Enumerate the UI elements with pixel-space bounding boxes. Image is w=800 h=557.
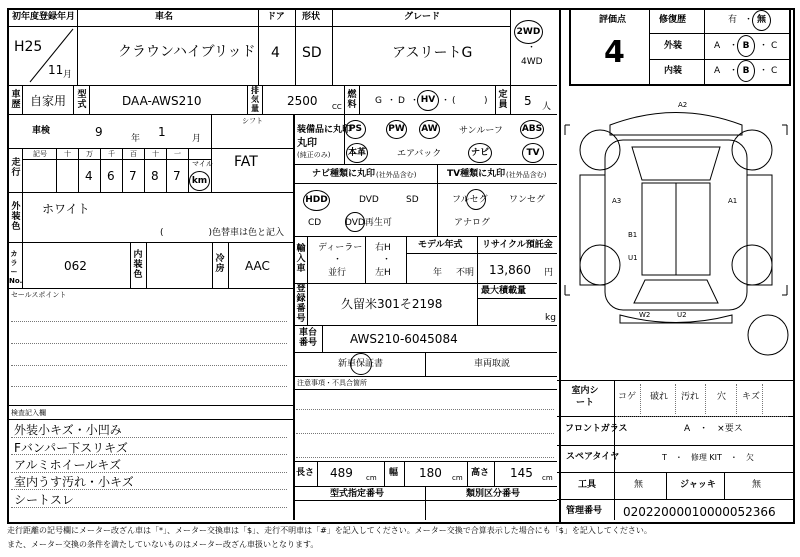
recycle-unit: 円	[544, 268, 554, 278]
ext-color-value: ホワイト	[42, 202, 90, 216]
equipment-sub: (純正のみ)	[297, 151, 331, 159]
equip-navi-text: ナビ	[470, 148, 489, 158]
diagram-spare-wheel	[748, 315, 788, 355]
equip-pw-text: PW	[388, 124, 405, 134]
equip-abs-text: ABS	[521, 124, 543, 134]
new-car-warranty: 新車保証書	[338, 359, 384, 369]
bracket-br-1	[782, 285, 787, 295]
equipment-label: 装備品に丸印	[297, 125, 352, 135]
fuel-d: D	[398, 96, 405, 106]
navi-hdd	[303, 190, 330, 211]
digit-header-1: 十	[64, 150, 71, 158]
car-name: クラウンハイブリッド	[118, 44, 256, 60]
diagram-front-bumper	[610, 113, 742, 136]
digit-header-6: 一	[174, 150, 181, 158]
label-a3: A3	[612, 197, 622, 205]
management-value: 02022000010000052366	[623, 505, 776, 519]
body-shape: SD	[302, 45, 322, 61]
chassis-label: 車台番号	[298, 328, 317, 348]
label-a1: A1	[728, 197, 738, 205]
equip-sunroof: サンルーフ	[459, 126, 503, 136]
seat-label: 室内シート	[571, 386, 599, 408]
fuel-hv: HV	[420, 95, 436, 105]
drive-4wd: 4WD	[521, 57, 543, 67]
equip-ps-text: PS	[348, 124, 363, 134]
ext-grade-dot-2: ・	[759, 41, 769, 51]
int-grade-dot-1: ・	[729, 66, 739, 76]
inspection-label: 車検	[32, 126, 51, 136]
int-grade-dot-2: ・	[759, 66, 769, 76]
label-w2: W2	[639, 311, 651, 319]
equip-leather	[346, 143, 368, 163]
mileage-digit-4: 8	[151, 169, 159, 183]
model-year-label: モデル年式	[418, 240, 463, 250]
repair-no: 無	[756, 15, 766, 25]
shift-label: シフト	[242, 117, 263, 125]
ext-grade-b: B	[742, 41, 750, 51]
seat-scratch: キズ	[742, 392, 760, 402]
int-grade-c: C	[771, 66, 778, 76]
drive-2wd: 2WD	[516, 27, 541, 37]
equip-tv	[522, 143, 544, 163]
diagram-wheel-fl	[580, 130, 620, 170]
digit-header-5: 十	[152, 150, 159, 158]
digit-header-4: 百	[130, 150, 137, 158]
model-year-unit: 年	[433, 268, 443, 278]
seat-burn: コゲ	[618, 392, 637, 402]
ext-grade-b-circle	[737, 35, 755, 57]
diagram-wheel-rl	[580, 245, 620, 285]
equip-navi	[468, 143, 492, 163]
car-damage-diagram	[560, 95, 792, 380]
ext-color-note: ( )色替車は色と記入	[160, 228, 285, 238]
capacity-label: 定員	[498, 90, 508, 110]
fuel-hv-circle	[417, 90, 439, 111]
exterior-label: 外装	[664, 41, 683, 51]
navi-dvd: DVD	[359, 195, 379, 205]
tools-value: 無	[634, 480, 644, 490]
diagram-wheel-fr	[732, 130, 772, 170]
max-load-unit: kg	[545, 313, 556, 323]
mile-label: マイル	[192, 160, 213, 168]
ext-color-label: 外装色	[11, 202, 21, 232]
import-dot-2: ・	[382, 255, 392, 265]
digit-header-2: 万	[86, 150, 93, 158]
length-value: 489	[330, 466, 353, 480]
navi-dvd-play-circle	[345, 212, 365, 232]
ext-grade-dot-1: ・	[729, 41, 739, 51]
height-value: 145	[510, 466, 533, 480]
equip-airbag: エアバック	[397, 149, 442, 159]
height-label: 高さ	[471, 468, 490, 478]
import-left: 左H	[375, 268, 391, 278]
tv-oneseg: ワンセグ	[509, 195, 546, 205]
sales-point-label: セールスポイント	[11, 291, 67, 299]
shift-value: FAT	[234, 154, 258, 170]
diagram-left-side	[580, 175, 605, 285]
equip-ps	[345, 120, 366, 139]
tv-fullseg-circle	[466, 189, 486, 210]
windshield-label: フロントガラス	[565, 424, 628, 434]
inspection-month-unit: 月	[192, 134, 202, 144]
displacement-unit: CC	[332, 103, 342, 111]
spare-tire-value: T ・ 修理 KIT ・ 欠	[662, 453, 754, 462]
digit-header-3: 千	[108, 150, 115, 158]
owners-manual: 車両取説	[474, 359, 511, 369]
navi-sd: SD	[406, 195, 419, 205]
mileage-code-label: 記号	[33, 150, 47, 158]
chassis-value: AWS210-6045084	[350, 332, 458, 346]
usage-value: 自家用	[30, 94, 67, 108]
bracket-tl-1	[565, 125, 570, 135]
navi-dvd-play: DVD再生可	[345, 218, 392, 228]
first-reg-year: H25	[14, 39, 43, 55]
shape-label: 形状	[302, 12, 321, 22]
fuel-dot-2: ・	[410, 96, 420, 106]
door-label: ドア	[267, 12, 285, 22]
width-label: 幅	[389, 468, 399, 478]
car-name-label: 車名	[155, 12, 174, 22]
registration-value: 久留米301そ2198	[341, 297, 443, 311]
seat-hole: 穴	[717, 392, 727, 402]
displacement-label: 排気量	[251, 86, 259, 113]
repair-no-circle	[752, 10, 771, 31]
width-value: 180	[419, 466, 442, 480]
inspector-note-2: Fバンパー下スリキズ	[14, 441, 128, 455]
score-label: 評価点	[599, 15, 627, 25]
type-designation-label: 型式指定番号	[330, 489, 385, 499]
bracket-tr-1	[782, 125, 787, 135]
first-reg-month: 11	[48, 63, 64, 77]
tv-type-label: TV種類に丸印	[447, 169, 506, 179]
diagram-wheel-rr	[732, 245, 772, 285]
registration-label: 登録番号	[296, 284, 306, 324]
equip-tv-text: TV	[526, 148, 540, 158]
navi-hdd-text: HDD	[305, 195, 328, 205]
import-dot-1: ・	[333, 255, 343, 265]
warranty-circle	[350, 353, 372, 375]
inspection-month: 1	[158, 125, 166, 139]
score-value: 4	[604, 35, 625, 70]
import-right: 右H	[375, 243, 391, 253]
label-u1: U1	[628, 254, 638, 262]
inspector-note-3: アルミホイールキズ	[14, 458, 122, 472]
equip-pw	[386, 120, 407, 139]
drive-2wd-circle	[514, 20, 543, 44]
int-grade-b: B	[742, 66, 750, 76]
mileage-digit-2: 6	[107, 169, 115, 183]
mileage-unit-circle	[189, 171, 210, 191]
fuel-label: 燃料	[347, 90, 357, 110]
length-label: 長さ	[296, 468, 315, 478]
first-reg-label: 初年度登録年月	[12, 12, 76, 22]
first-reg-month-unit: 月	[63, 70, 73, 80]
ext-grade-a: A	[714, 41, 721, 51]
int-grade-a: A	[714, 66, 721, 76]
seat-dirt: 汚れ	[681, 392, 700, 402]
int-grade-b-circle	[737, 60, 755, 82]
equipment-label-2: 丸印	[297, 138, 317, 149]
width-unit: cm	[452, 474, 463, 482]
category-number-label: 類別区分番号	[466, 489, 521, 499]
equip-abs	[520, 120, 544, 139]
color-no-label: カラーNo.	[9, 250, 23, 285]
inspector-note-5: シートスレ	[14, 493, 74, 507]
recycle-label: リサイクル預託金	[482, 240, 553, 250]
diagram-hood	[632, 147, 720, 180]
mileage-digit-5: 7	[173, 169, 181, 183]
mileage-digit-3: 7	[129, 169, 137, 183]
label-b1: B1	[628, 231, 638, 239]
fuel-paren-open: (	[452, 96, 456, 106]
model-year-value: 不明	[456, 268, 475, 278]
bracket-bl-1	[565, 285, 570, 295]
diagram-rear-bumper	[620, 315, 732, 323]
equip-aw-text: AW	[421, 124, 438, 134]
repair-label: 修復歴	[659, 15, 687, 25]
displacement-value: 2500	[287, 94, 318, 108]
usage-label: 車歴	[11, 90, 21, 110]
capacity-value: 5	[524, 94, 532, 108]
inspection-year-unit: 年	[131, 134, 141, 144]
seat-tear: 破れ	[650, 392, 669, 402]
diagram-trunk	[634, 280, 718, 303]
color-no-value: 062	[64, 259, 87, 273]
jack-value: 無	[752, 480, 762, 490]
aircon-label: 冷房	[215, 254, 225, 274]
tools-label: 工具	[578, 480, 597, 490]
navi-type-sub: (社外品含む)	[376, 171, 417, 179]
import-label: 輸入車	[296, 244, 306, 274]
import-parallel: 並行	[328, 268, 347, 278]
spare-tire-label: スペアタイヤ	[566, 452, 620, 462]
inspector-note-4: 室内うす汚れ・小キズ	[14, 475, 134, 489]
drive-dot: ・	[527, 43, 537, 53]
navi-cd: CD	[308, 218, 322, 228]
grade-value: アスリートG	[392, 45, 473, 61]
grade-label: グレード	[404, 12, 441, 22]
navi-type-label: ナビ種類に丸印	[312, 169, 376, 179]
fuel-paren-close: )	[484, 96, 488, 106]
import-dealer: ディーラー	[318, 243, 363, 253]
repair-dot: ・	[744, 15, 754, 25]
mileage-unit: km	[191, 176, 208, 186]
mileage-digit-1: 4	[85, 169, 93, 183]
interior-label: 内装	[664, 66, 683, 76]
recycle-value: 13,860	[489, 263, 531, 277]
aircon-value: AAC	[245, 259, 270, 273]
model-value: DAA-AWS210	[122, 94, 202, 108]
mileage-label: 走行	[11, 158, 21, 178]
tv-analog: アナログ	[454, 218, 491, 228]
door-count: 4	[271, 45, 280, 61]
height-unit: cm	[542, 474, 553, 482]
label-u2: U2	[677, 311, 687, 319]
label-a2: A2	[678, 101, 688, 109]
footer-note-2: また、メーター交換の条件を満たしていないものはメーター改ざん車扱いとなります。	[7, 540, 319, 549]
inspector-label: 検査記入欄	[11, 409, 46, 417]
tv-type-sub: (社外品含む)	[506, 171, 547, 179]
inspection-year: 9	[95, 125, 103, 139]
length-unit: cm	[366, 474, 377, 482]
fuel-g: G	[375, 96, 382, 106]
notes-label: 注意事項・不具合箇所	[297, 379, 367, 387]
fuel-dot-1: ・	[387, 96, 397, 106]
windshield-value: A ・ ×要ス	[684, 424, 743, 434]
max-load-label: 最大積載量	[481, 286, 527, 296]
model-label: 型式	[77, 90, 87, 110]
footer-note-1: 走行距離の記号欄にメーター改ざん車は「*」、メーター交換車は「$」、走行不明車は「#」を記入してください。メーター交換で合算表示した場合にも「$」を記入してください。	[7, 526, 652, 535]
fuel-dot-3: ・	[441, 96, 451, 106]
diagram-right-side	[747, 175, 772, 285]
tv-fullseg: フルセグ	[452, 195, 488, 205]
repair-yes: 有	[728, 15, 738, 25]
equip-aw	[419, 120, 440, 139]
capacity-unit: 人	[542, 102, 552, 112]
inspector-note-1: 外装小キズ・小凹み	[14, 423, 122, 437]
jack-label: ジャッキ	[680, 480, 716, 490]
equip-leather-text: 本革	[347, 148, 366, 158]
ext-grade-c: C	[771, 41, 778, 51]
management-label: 管理番号	[566, 506, 603, 516]
interior-color-label: 内装色	[133, 250, 143, 280]
